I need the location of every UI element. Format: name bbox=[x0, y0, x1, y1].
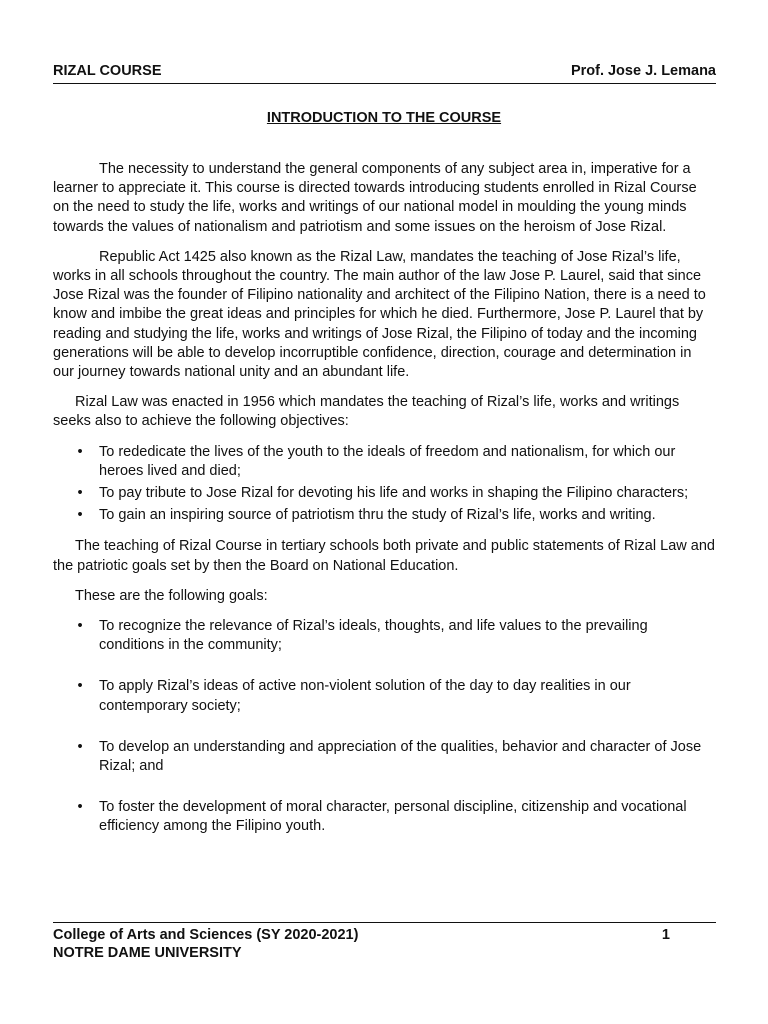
bullet-icon: • bbox=[77, 485, 83, 502]
goals-list bbox=[53, 617, 716, 837]
page-number: 1 bbox=[661, 927, 670, 943]
footer-college: College of Arts and Sciences (SY 2020-2021) bbox=[53, 927, 359, 943]
goal-text: To recognize the relevance of Rizal’s ideals, thoughts, and life values to the prevailing conditions in the community; bbox=[99, 618, 648, 654]
list-item bbox=[53, 443, 716, 481]
list-item bbox=[53, 677, 716, 715]
goal-text: To develop an understanding and appreciation of the qualities, behavior and character of Jose Rizal; and bbox=[99, 738, 702, 775]
goal-text: To apply Rizal’s ideas of active non-violent solution of the day to day realities in our contemporary society; bbox=[99, 678, 631, 714]
goal-text: To foster the development of moral character, personal discipline, citizenship and vocational efficiency among the Filipino youth. bbox=[99, 799, 687, 835]
paragraph-republic-act: Republic Act 1425 also known as the Rizal Law, mandates the teaching of Jose Rizal’s life, works in all schools throughout the country. The main author of the law Jose P. Laurel, said that since Jose Rizal was the founder of Filipino nationality and architect of the Filipino Nation, there is a need to know and imbibe the great ideas and principles for which he died. Furthermore, Jose P. Laurel that by reading and studying the life, works and writings of Jose Rizal, the Filipino of today and the incoming generations will be able to develop incorruptible confidence, direction, courage and determination in our journey towards national unity and an abundant life. bbox=[53, 248, 706, 381]
paragraph-rizal-law: Rizal Law was enacted in 1956 which mandates the teaching of Rizal’s life, works and writings seeks also to achieve the following objectives: bbox=[53, 394, 680, 430]
bullet-icon: • bbox=[77, 678, 83, 695]
paragraph-goals-intro: These are the following goals: bbox=[75, 587, 268, 604]
bullet-icon: • bbox=[77, 443, 83, 460]
list-item bbox=[53, 738, 716, 776]
list-item bbox=[53, 617, 716, 655]
list-item bbox=[53, 506, 716, 525]
objective-text: To gain an inspiring source of patriotism thru the study of Rizal’s life, works and writing. bbox=[99, 507, 656, 524]
bullet-icon: • bbox=[77, 618, 83, 635]
list-item bbox=[53, 798, 716, 836]
bullet-icon: • bbox=[77, 799, 83, 816]
page-title: INTRODUCTION TO THE COURSE bbox=[266, 110, 502, 126]
document-body bbox=[53, 160, 716, 859]
list-item bbox=[53, 484, 716, 503]
objective-text: To pay tribute to Jose Rizal for devoting his life and works in shaping the Filipino characters; bbox=[99, 485, 689, 502]
bullet-icon: • bbox=[77, 738, 83, 755]
bullet-icon: • bbox=[77, 507, 83, 524]
paragraph-intro: The necessity to understand the general components of any subject area in, imperative for a learner to appreciate it. This course is directed towards introducing students enrolled in Rizal Course on the need to study the life, works and writings of our national model in moulding the young minds towards the values of nationalism and patriotism and some issues on the heroism of Jose Rizal. bbox=[53, 161, 697, 235]
footer-university: NOTRE DAME UNIVERSITY bbox=[53, 945, 242, 961]
objectives-list bbox=[53, 443, 716, 526]
professor-name: Prof. Jose J. Lemana bbox=[570, 63, 716, 79]
page-footer bbox=[53, 922, 716, 962]
course-name: RIZAL COURSE bbox=[53, 63, 162, 79]
page-header bbox=[53, 63, 716, 84]
paragraph-teaching: The teaching of Rizal Course in tertiary schools both private and public statements of Rizal Law and the patriotic goals set by then the Board on National Education. bbox=[53, 538, 715, 574]
objective-text: To rededicate the lives of the youth to the ideals of freedom and nationalism, for which our heroes lived and died; bbox=[99, 443, 676, 479]
